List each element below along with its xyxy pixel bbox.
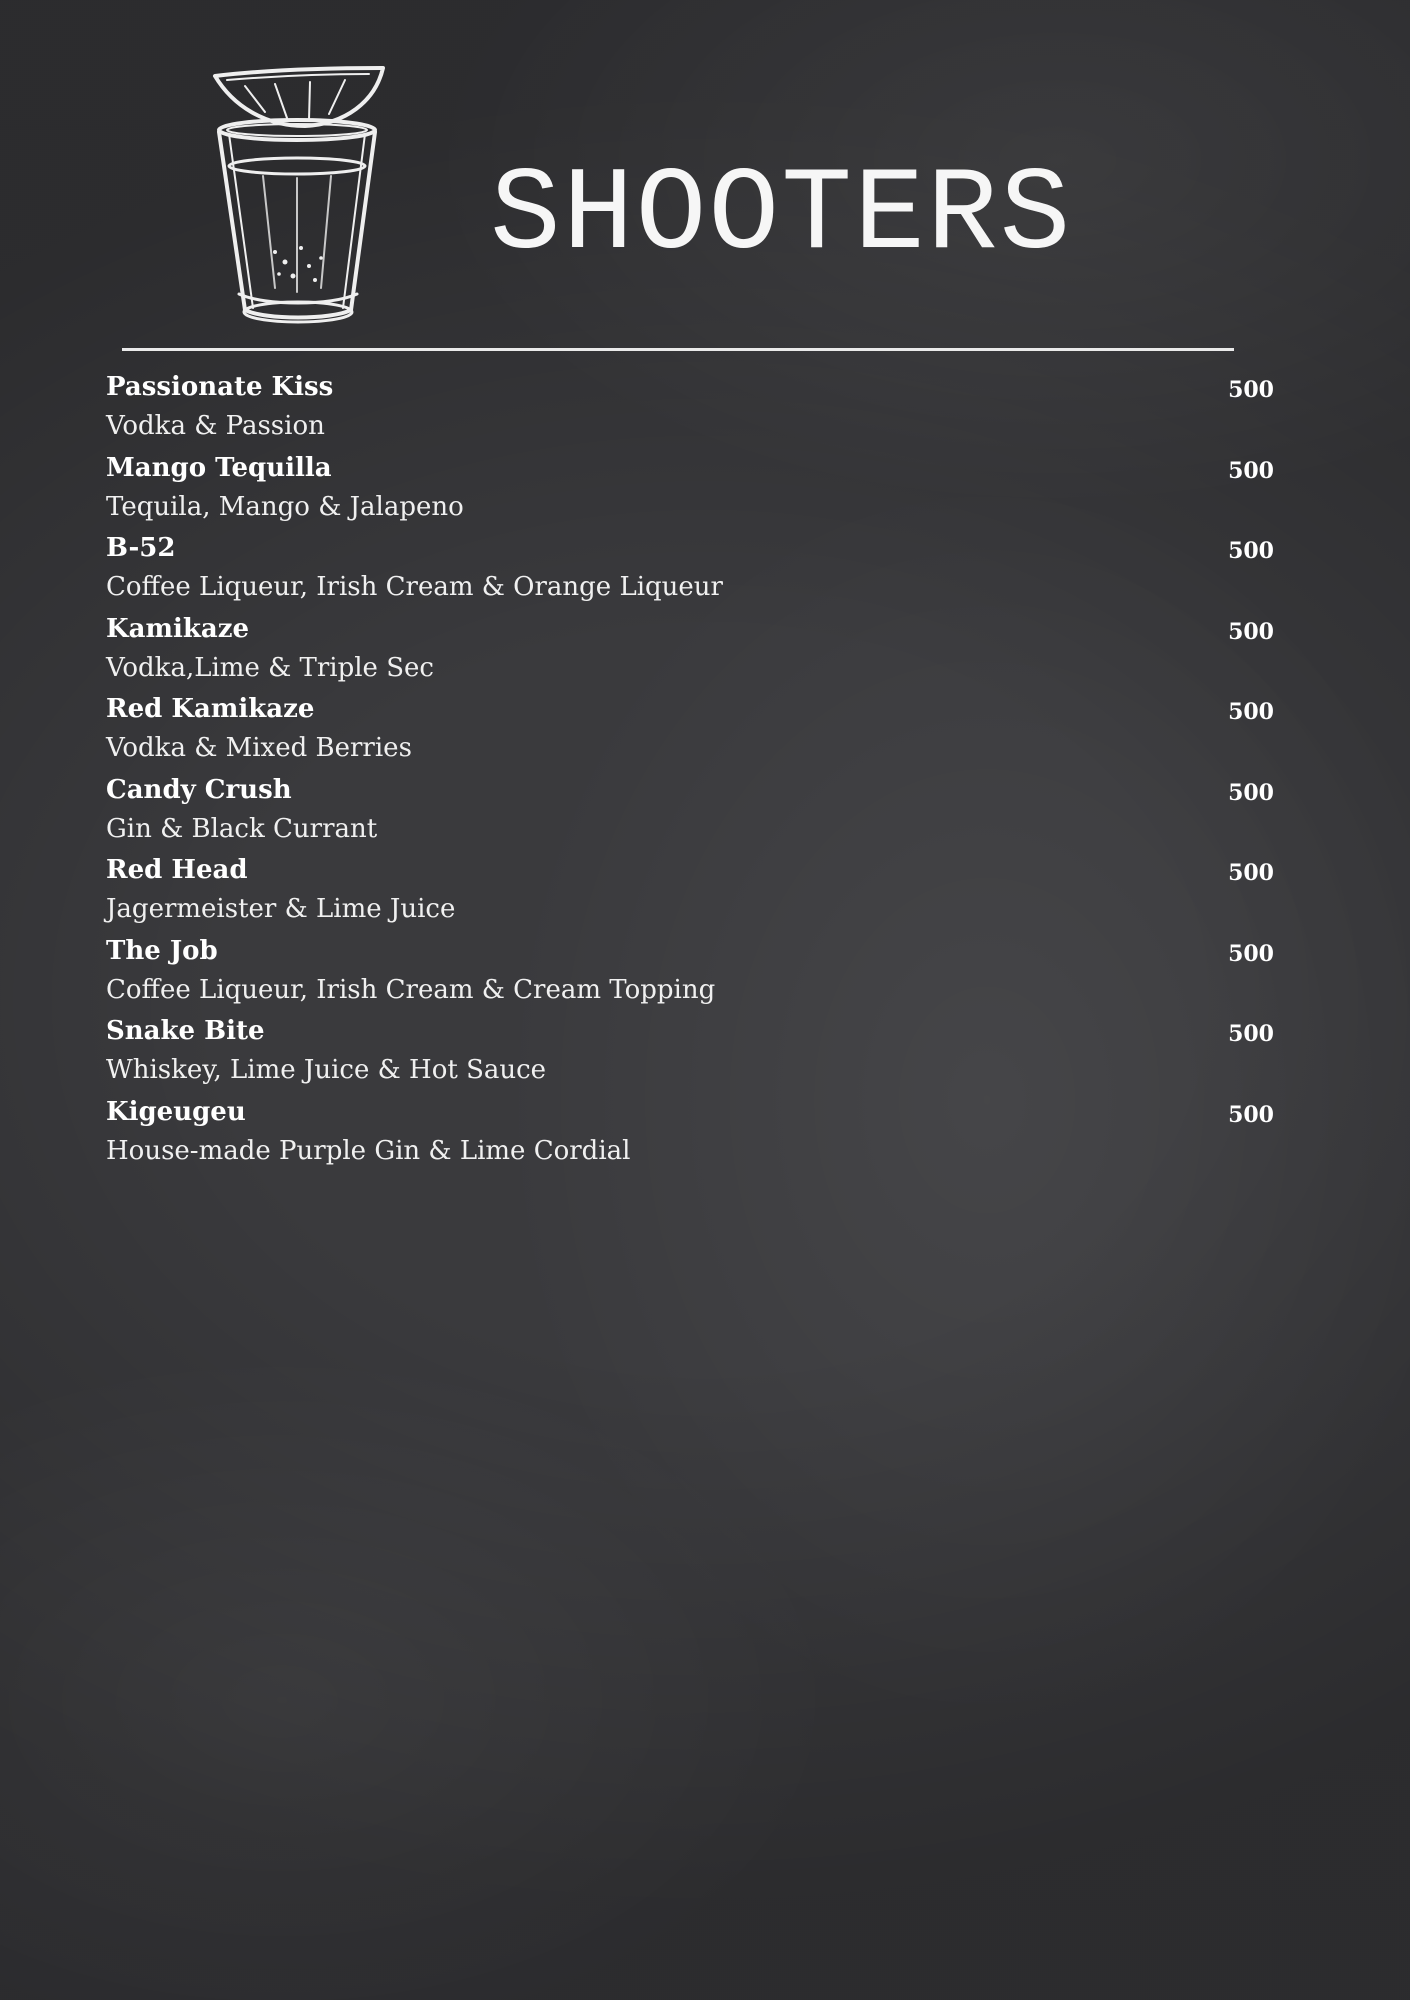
item-name: B-52 — [106, 533, 176, 563]
item-description: Coffee Liqueur, Irish Cream & Orange Liqueur — [106, 572, 723, 602]
menu-item — [106, 934, 1274, 1015]
item-description: Vodka & Passion — [106, 411, 325, 441]
item-description: Coffee Liqueur, Irish Cream & Cream Topping — [106, 974, 716, 1005]
item-price: 500 — [1228, 940, 1274, 967]
item-price: 500 — [1228, 699, 1274, 725]
menu-item — [106, 612, 1274, 693]
item-description: Whiskey, Lime Juice & Hot Sauce — [106, 1055, 547, 1085]
item-description: Vodka,Lime & Triple Sec — [106, 652, 434, 683]
menu-list — [106, 370, 1274, 1175]
item-description: Jagermeister & Lime Juice — [106, 894, 456, 924]
item-name: Passionate Kiss — [106, 372, 334, 402]
item-description: Gin & Black Currant — [106, 813, 378, 844]
item-name: Snake Bite — [106, 1016, 265, 1046]
item-price: 500 — [1228, 1101, 1274, 1128]
item-name: Red Kamikaze — [106, 694, 315, 724]
menu-item — [106, 692, 1274, 773]
item-name: Kamikaze — [106, 613, 249, 644]
page-title: SHOOTERS — [490, 150, 1073, 283]
menu-item — [106, 1014, 1274, 1095]
item-name: Kigeugeu — [106, 1096, 246, 1127]
item-price: 500 — [1228, 538, 1274, 564]
item-price: 500 — [1228, 779, 1274, 806]
menu-item — [106, 773, 1274, 854]
title-divider — [122, 348, 1234, 351]
item-price: 500 — [1228, 377, 1274, 403]
item-description: Tequila, Mango & Jalapeno — [106, 491, 464, 522]
item-price: 500 — [1228, 860, 1274, 886]
menu-item — [106, 531, 1274, 612]
item-name: The Job — [106, 935, 218, 966]
menu-item — [106, 370, 1274, 451]
item-description: Vodka & Mixed Berries — [106, 733, 412, 763]
item-name: Candy Crush — [106, 774, 292, 805]
menu-item — [106, 451, 1274, 532]
menu-item — [106, 1095, 1274, 1176]
item-price: 500 — [1228, 618, 1274, 645]
shot-glass-icon — [205, 62, 395, 330]
item-description: House-made Purple Gin & Lime Cordial — [106, 1135, 631, 1166]
item-price: 500 — [1228, 457, 1274, 484]
item-name: Mango Tequilla — [106, 452, 332, 483]
menu-item — [106, 853, 1274, 934]
item-price: 500 — [1228, 1021, 1274, 1047]
item-name: Red Head — [106, 855, 248, 885]
